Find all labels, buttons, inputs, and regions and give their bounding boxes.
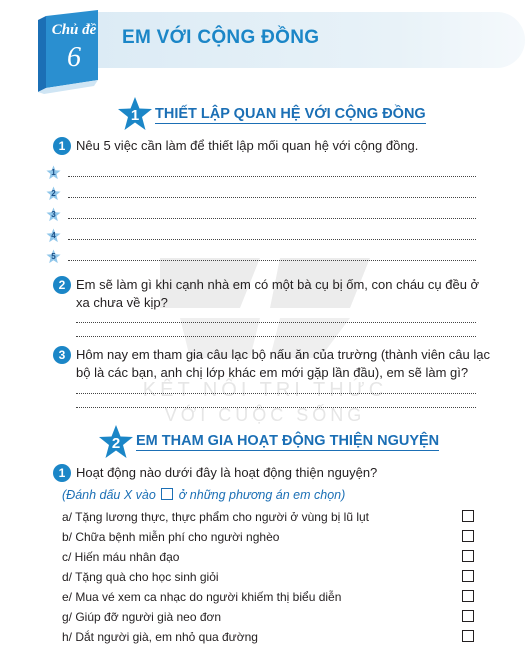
s1-q3-line1: Hôm nay em tham gia câu lạc bộ nấu ăn của trường (thành viên câu lạc: [76, 347, 490, 362]
answer-line[interactable]: [76, 322, 476, 323]
answer-line[interactable]: [68, 176, 476, 177]
item-3-number: 3: [51, 210, 56, 219]
answer-line[interactable]: [76, 407, 476, 408]
s1-q2-line2: xa chưa về kịp?: [76, 295, 168, 310]
topic-label: Chủ đề: [51, 22, 97, 38]
s1-q3-number: 3: [53, 346, 71, 364]
section-1-title: THIẾT LẬP QUAN HỆ VỚI CỘNG ĐỒNG: [155, 106, 426, 122]
item-1-number: 1: [51, 168, 56, 177]
answer-line[interactable]: [68, 260, 476, 261]
section-1-number: 1: [130, 107, 140, 124]
topic-title: EM VỚI CỘNG ĐỒNG: [122, 27, 320, 48]
s2-q1-number: 1: [53, 464, 71, 482]
answer-line[interactable]: [68, 239, 476, 240]
s1-q1-number: 1: [53, 137, 71, 155]
option-h: h/ Dắt người già, em nhỏ qua đường: [62, 630, 258, 644]
section-2-star-icon: [98, 424, 134, 460]
watermark-line2: VỚI CUỘC SỐNG: [164, 405, 366, 425]
answer-line[interactable]: [68, 218, 476, 219]
answer-line[interactable]: [76, 336, 476, 337]
option-d-checkbox[interactable]: [462, 570, 474, 582]
answer-line[interactable]: [68, 197, 476, 198]
section-2-title: EM THAM GIA HOẠT ĐỘNG THIỆN NGUYỆN: [136, 433, 440, 449]
option-b-checkbox[interactable]: [462, 530, 474, 542]
option-a: a/ Tặng lương thực, thực phẩm cho người ở vùng bị lũ lụt: [62, 510, 370, 524]
answer-line[interactable]: [76, 393, 476, 394]
watermark-logo: [120, 238, 410, 428]
topic-number: 6: [67, 42, 81, 73]
option-g-checkbox[interactable]: [462, 610, 474, 622]
s1-q2-number: 2: [53, 276, 71, 294]
item-5-number: 5: [51, 252, 56, 261]
s2-q1-text: Hoạt động nào dưới đây là hoạt động thiện nguyện?: [76, 465, 378, 480]
s1-q2-line1: Em sẽ làm gì khi cạnh nhà em có một bà cụ bị ốm, con cháu cụ đều ở: [76, 277, 480, 292]
option-d: d/ Tặng quà cho học sinh giỏi: [62, 570, 219, 584]
s1-q3-line2: bộ là các bạn, anh chị lớp khác em mới gặp lần đầu), em sẽ làm gì?: [76, 365, 469, 380]
option-g: g/ Giúp đỡ người già neo đơn: [62, 610, 222, 624]
option-c: c/ Hiến máu nhân đạo: [62, 550, 180, 564]
option-e-checkbox[interactable]: [462, 590, 474, 602]
option-h-checkbox[interactable]: [462, 630, 474, 642]
option-e: e/ Mua vé xem ca nhạc do người khiếm thị biểu diễn: [62, 590, 342, 604]
option-b: b/ Chữa bệnh miễn phí cho người nghèo: [62, 530, 280, 544]
section-2-number: 2: [111, 435, 121, 452]
instruction-hint: [62, 488, 345, 502]
item-4-number: 4: [51, 231, 56, 240]
option-c-checkbox[interactable]: [462, 550, 474, 562]
hint-before: (Đánh dấu X vào: [62, 488, 156, 502]
checkbox-sample-icon: [161, 488, 173, 500]
s1-q1-text: Nêu 5 việc cần làm để thiết lập mối quan hệ với cộng đồng.: [76, 138, 419, 153]
option-a-checkbox[interactable]: [462, 510, 474, 522]
item-2-number: 2: [51, 189, 56, 198]
hint-after: ở những phương án em chọn): [178, 488, 346, 502]
watermark-line1: KẾT NỐI TRI THỨC: [142, 379, 388, 401]
section-1-star-icon: [117, 96, 153, 132]
